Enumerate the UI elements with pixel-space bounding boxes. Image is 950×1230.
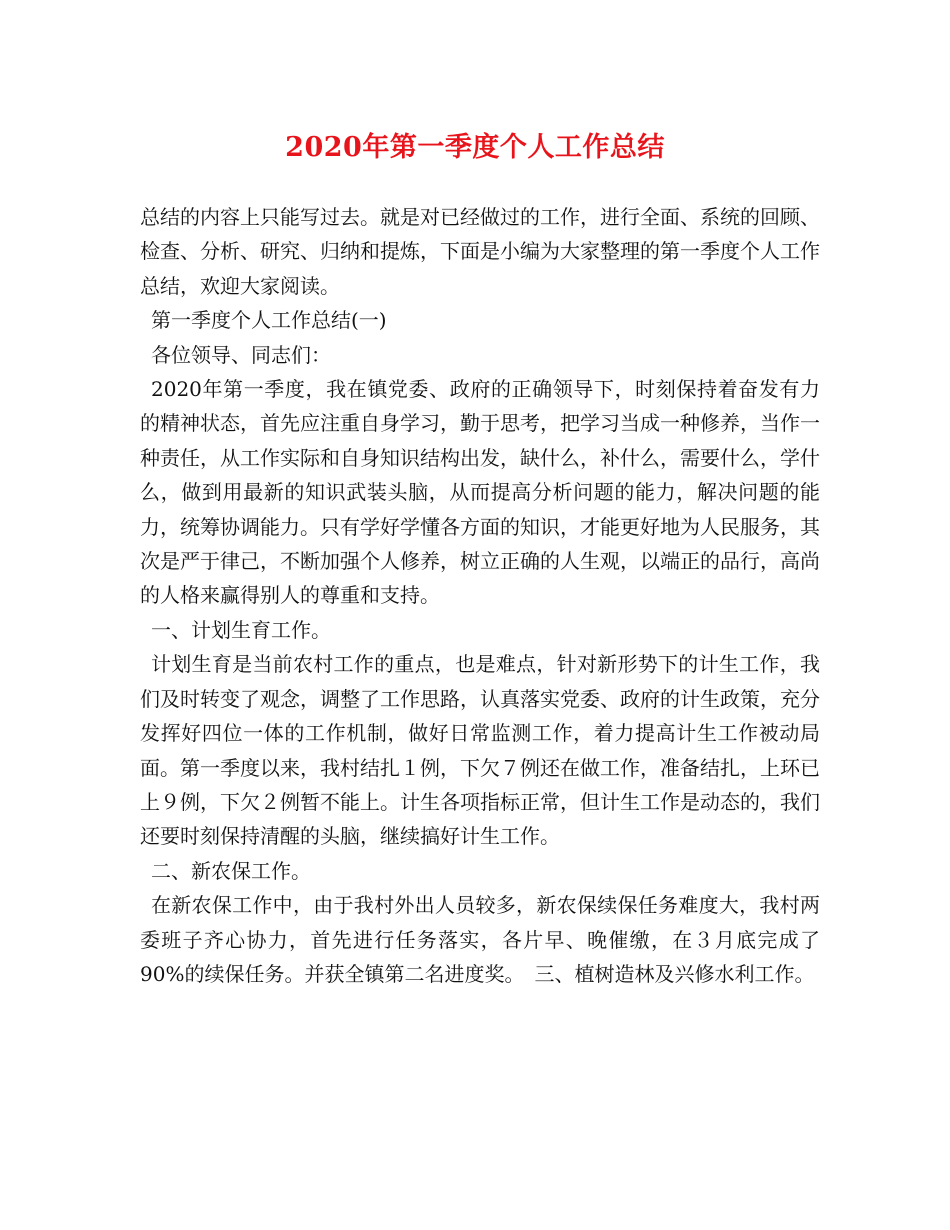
paragraph-salutation: 各位领导、同志们： (151, 342, 331, 367)
paragraph-rural-insurance: 在新农保工作中，由于我村外出人员较多，新农保续保任务难度大，我村两委班子齐心协力，首先进行任务落实，各片早、晚催缴，在３月底完成了90%的续保任务。并获全镇第二名进度奖。 三、植树造林及兴修水利工作。 (140, 893, 820, 986)
paragraph-family-planning: 计划生育是当前农村工作的重点，也是难点，针对新形势下的计生工作，我们及时转变了观念，调整了工作思路，认真落实党委、政府的计生政策，充分发挥好四位一体的工作机制，做好日常监测工作，着力提高计生工作被动局面。第一季度以来，我村结扎１例，下欠７例还在做工作，准备结扎，上环已上９例，下欠２例暂不能上。计生各项指标正常，但计生工作是动态的，我们还要时刻保持清醒的头脑，继续搞好计生工作。 (140, 652, 820, 849)
document-body (140, 200, 820, 991)
paragraph-intro: 总结的内容上只能写过去。就是对已经做过的工作，进行全面、系统的回顾、检查、分析、研究、归纳和提炼，下面是小编为大家整理的第一季度个人工作总结，欢迎大家阅读。 (140, 205, 820, 298)
paragraph-section-heading: 第一季度个人工作总结(一) (151, 308, 387, 333)
document-title: 2020年第一季度个人工作总结 (285, 132, 665, 163)
heading-family-planning: 一、计划生育工作。 (151, 617, 331, 642)
heading-rural-insurance: 二、新农保工作。 (151, 858, 311, 883)
paragraph-self-study: 2020年第一季度，我在镇党委、政府的正确领导下，时刻保持着奋发有力的精神状态，首先应注重自身学习，勤于思考，把学习当成一种修养，当作一种责任，从工作实际和自身知识结构出发，缺什么，补什么，需要什么，学什么，做到用最新的知识武装头脑，从而提高分析问题的能力，解决问题的能力，统筹协调能力。只有学好学懂各方面的知识，才能更好地为人民服务，其次是严于律己，不断加强个人修养，树立正确的人生观，以端正的品行，高尚的人格来赢得别人的尊重和支持。 (140, 377, 820, 608)
